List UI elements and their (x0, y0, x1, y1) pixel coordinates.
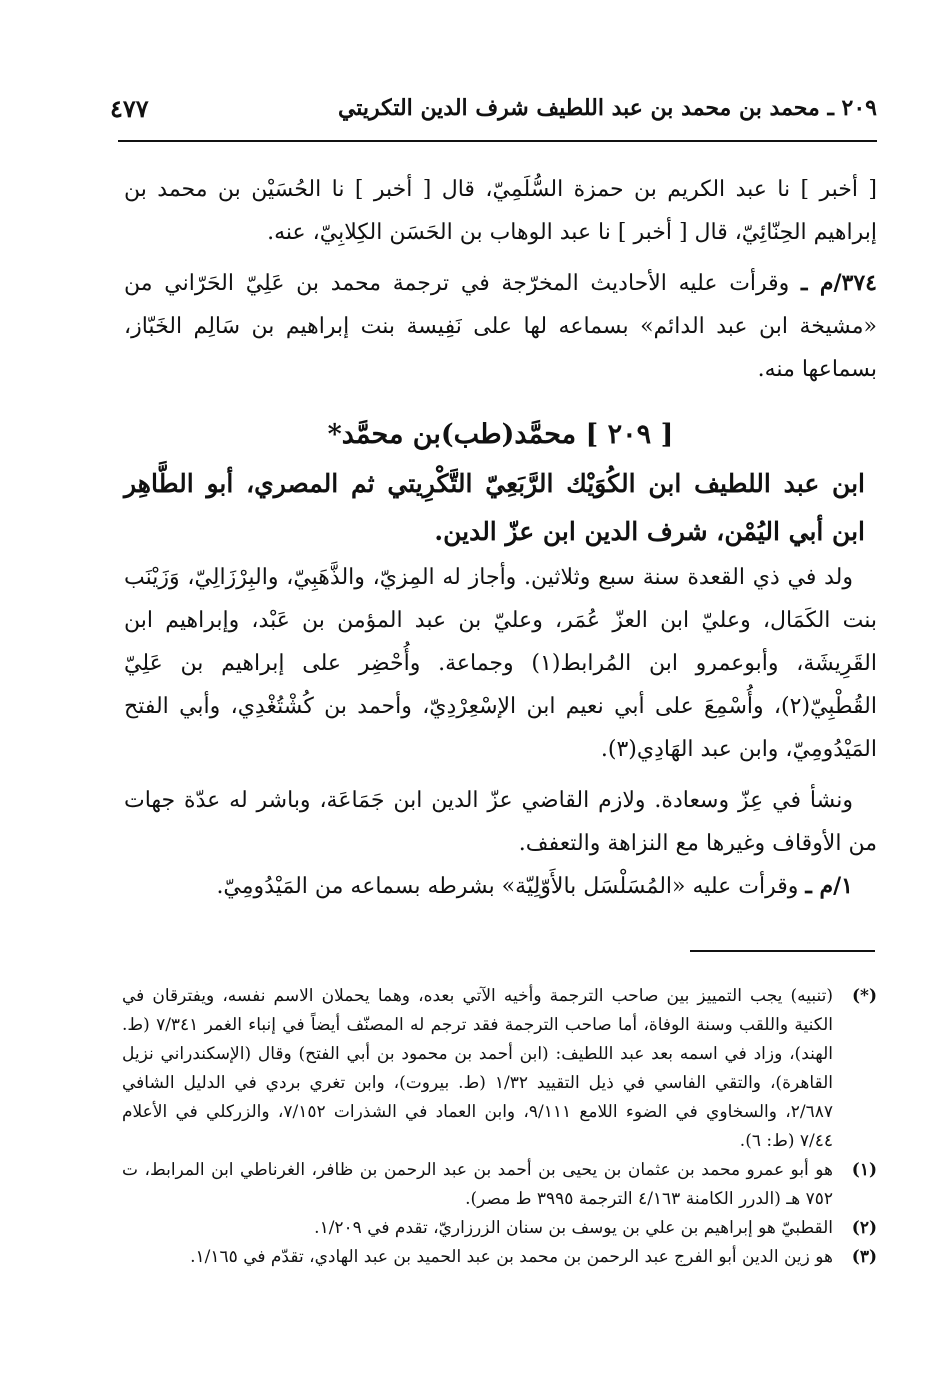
footnote-mark: (*) (852, 986, 877, 1006)
footnote-text: هو أبو عمرو محمد بن عثمان بن يحيى بن أحمد بن عبد الرحمن بن ظافر، الغرناطي ابن المرابط، ت ٧٥٢ هـ (الدرر الكامنة ٤/١٦٣ الترجمة ٣٩٩٥ ط مصر). (122, 1160, 833, 1209)
page-number: ٤٧٧ (110, 93, 149, 123)
paragraph-reading-1 (124, 865, 877, 908)
footnote (122, 982, 877, 1156)
main-text (124, 168, 877, 908)
header-rule (118, 140, 877, 142)
footnote-text: (تنبيه) يجب التمييز بين صاحب الترجمة وأخيه الآتي بعده، وهما يحملان الاسم نفسه، ويفترقان في الكنية واللقب وسنة الوفاة، أما صاحب الترجمة فقد ترجم له المصنّف أيضاً في إنباء الغمر ٧/٣٤١ (ط. الهند)، وزاد في اسمه بعد عبد اللطيف: (ابن أحمد بن محمود بن أبي الفتح) وقال (الإسكندراني نزيل القاهرة)، والتقي الفاسي في ذيل التقييد ١/٣٢ (ط. بيروت)، وابن تغري بردي في الدليل الشافي ٢/٦٨٧، والسخاوي في الضوء اللامع ٩/١١١، وابن العماد في الشذرات ٧/١٥٢، والزركلي في الأعلام ٧/٤٤ (ط: ٦). (122, 986, 833, 1151)
reading-text: وقرأت عليه «المُسَلْسَل بالأَوّلِيّة» بشرطه بسماعه من المَيْدُومِيّ. (216, 874, 799, 899)
reading-number: ١/م ـ (805, 873, 853, 899)
entry-lineage: ابن عبد اللطيف ابن الكُوَيْك الرَّبَعِيّ التَّكْرِيتي ثم المصري، أبو الطَّاهِر ابن أبي اليُمْن، شرف الدين ابن عزّ الدين. (124, 469, 865, 546)
footnotes (122, 982, 877, 1272)
footnote-mark: (٣) (851, 1247, 877, 1267)
footnote (122, 1214, 877, 1243)
reading-text: وقرأت عليه الأحاديث المخرّجة في ترجمة محمد بن عَلِيّ الحَرّاني من «مشيخة ابن عبد الدائم» بسماعه لها على نَفِيسة بنت إبراهيم بن سَالِم الخَبّاز، بسماعها منه. (124, 271, 877, 382)
paragraph-birth: ولد في ذي القعدة سنة سبع وثلاثين. وأجاز له المِزيّ، والذَّهَبِيّ، والبِرْزَالِيّ، وَزَيْنَب بنت الكَمَال، وعليّ ابن العزّ عُمَر، وعليّ بن عبد المؤمن بن عَبْد، وإبراهيم ابن القَرِيشَة، وأبوعمرو ابن المُرابط(١) وجماعة. وأُحْضِر على إبراهيم بن عَلِيّ القُطْبِيّ(٢)، وأُسْمِعَ على أبي نعيم ابن الإسْعِرْدِيّ، وأحمد بن كُشْتُغْدِي، وأبي الفتح المَيْدُومِيّ، وابن عبد الهَادِي(٣). (124, 565, 878, 762)
footnote-text: هو زين الدين أبو الفرج عبد الرحمن بن محمد بن عبد الحميد بن عبد الهادي، تقدّم في ١/١٦٥. (190, 1247, 833, 1267)
footnote-mark: (٢) (851, 1218, 877, 1238)
footnote (122, 1243, 877, 1272)
paragraph-reading-374 (124, 262, 877, 391)
running-title: ٢٠٩ ـ محمد بن محمد بن عبد اللطيف شرف الدين التكريتي (337, 95, 877, 121)
page-header (110, 86, 877, 130)
paragraph-chain: [ أخبر ] نا عبد الكريم بن حمزة السُّلَمِيّ، قال [ أخبر ] نا الحُسَيْن بن محمد بن إبراهيم الحِنّائِيّ، قال [ أخبر ] نا عبد الوهاب بن الحَسَن الكِلابِيّ، عنه. (124, 177, 877, 245)
footnote-text: القطبيّ هو إبراهيم بن علي بن يوسف بن سنان الزرزاريّ، تقدم في ١/٢٠٩. (314, 1218, 833, 1238)
reading-number: ٣٧٤/م ـ (801, 270, 877, 296)
paragraph-upbringing: ونشأ في عِزّ وسعادة. ولازم القاضي عزّ الدين ابن جَمَاعَة، وباشر له عدّة جهات من الأوقاف وغيرها مع النزاهة والتعفف. (124, 788, 877, 856)
footnote (122, 1156, 877, 1214)
footnote-rule (690, 950, 875, 952)
footnote-mark: (١) (851, 1160, 877, 1180)
entry-heading: [ ٢٠٩ ] محمَّد(طب)بن محمَّد* (327, 419, 674, 450)
